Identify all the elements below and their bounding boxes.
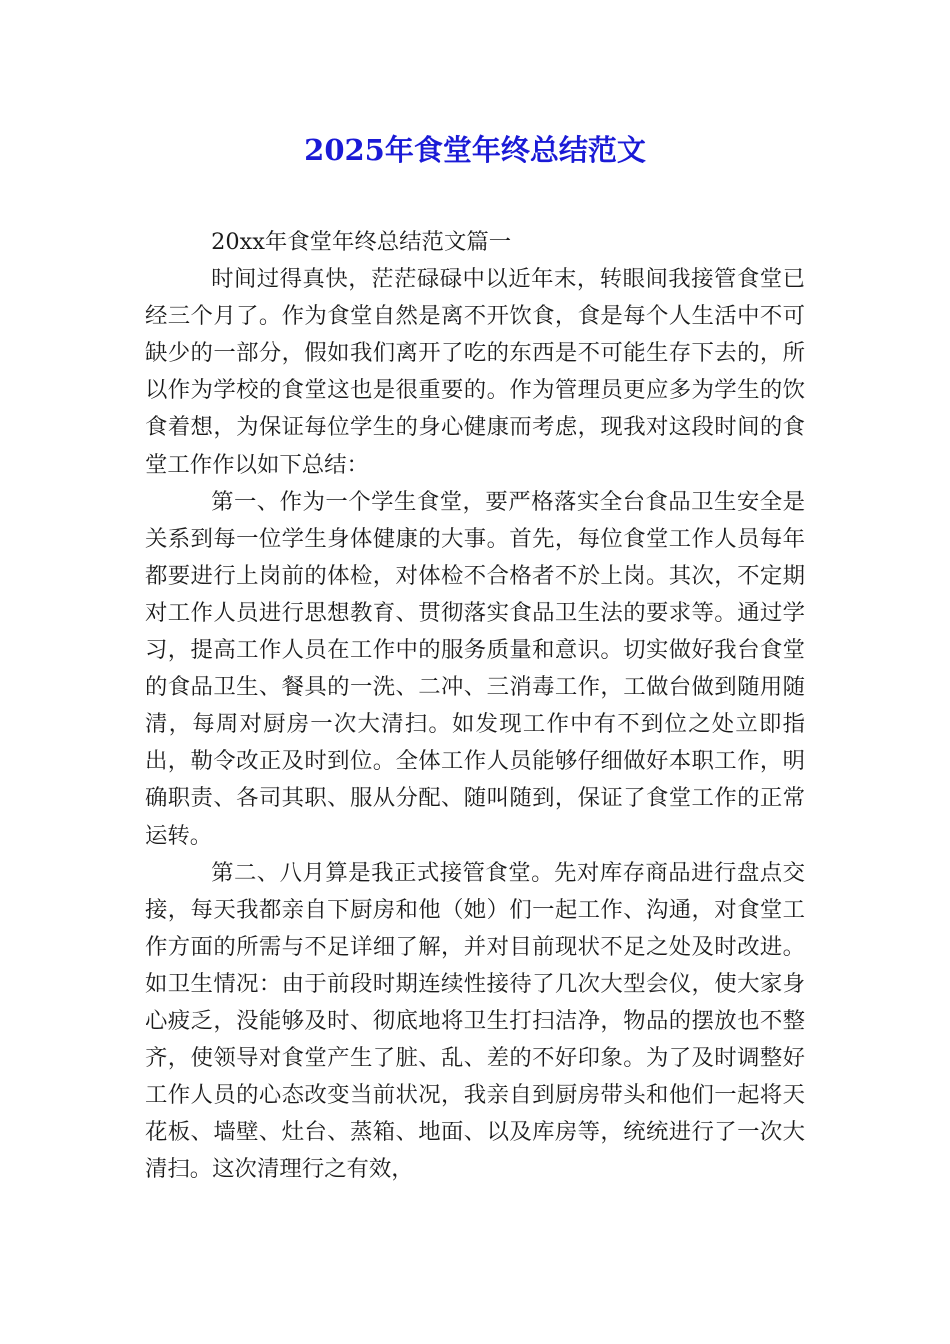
document-title: 2025年食堂年终总结范文 — [304, 133, 646, 167]
section-heading: 20xx年食堂年终总结范文篇一 — [211, 229, 512, 255]
document-body — [145, 224, 805, 1188]
paragraph-second-point: 第二、八月算是我正式接管食堂。先对库存商品进行盘点交接，每天我都亲自下厨房和他（她）们一起工作、沟通，对食堂工作方面的所需与不足详细了解，并对目前现状不足之处及时改进。如卫生情况：由于前段时期连续性接待了几次大型会仪，使大家身心疲乏，没能够及时、彻底地将卫生打扫洁净，物品的摆放也不整齐，使领导对食堂产生了脏、乱、差的不好印象。为了及时调整好工作人员的心态改变当前状况，我亲自到厨房带头和他们一起将天花板、墙壁、灶台、蒸箱、地面、以及库房等，统统进行了一次大清扫。这次清理行之有效， — [145, 859, 805, 1183]
paragraph-intro: 时间过得真快，茫茫碌碌中以近年末，转眼间我接管食堂已经三个月了。作为食堂自然是离不开饮食，食是每个人生活中不可缺少的一部分，假如我们离开了吃的东西是不可能生存下去的，所以作为学校的食堂这也是很重要的。作为管理员更应多为学生的饮食着想，为保证每位学生的身心健康而考虑，现我对这段时间的食堂工作作以如下总结： — [145, 266, 805, 478]
paragraph-first-point: 第一、作为一个学生食堂，要严格落实全台食品卫生安全是关系到每一位学生身体健康的大事。首先，每位食堂工作人员每年都要进行上岗前的体检，对体检不合格者不於上岗。其次，不定期对工作人员进行思想教育、贯彻落实食品卫生法的要求等。通过学习，提高工作人员在工作中的服务质量和意识。切实做好我台食堂的食品卫生、餐具的一洗、二冲、三消毒工作，工做台做到随用随清，每周对厨房一次大清扫。如发现工作中有不到位之处立即指出，勒令改正及时到位。全体工作人员能够仔细做好本职工作，明确职责、各司其职、服从分配、随叫随到，保证了食堂工作的正常运转。 — [145, 488, 805, 849]
